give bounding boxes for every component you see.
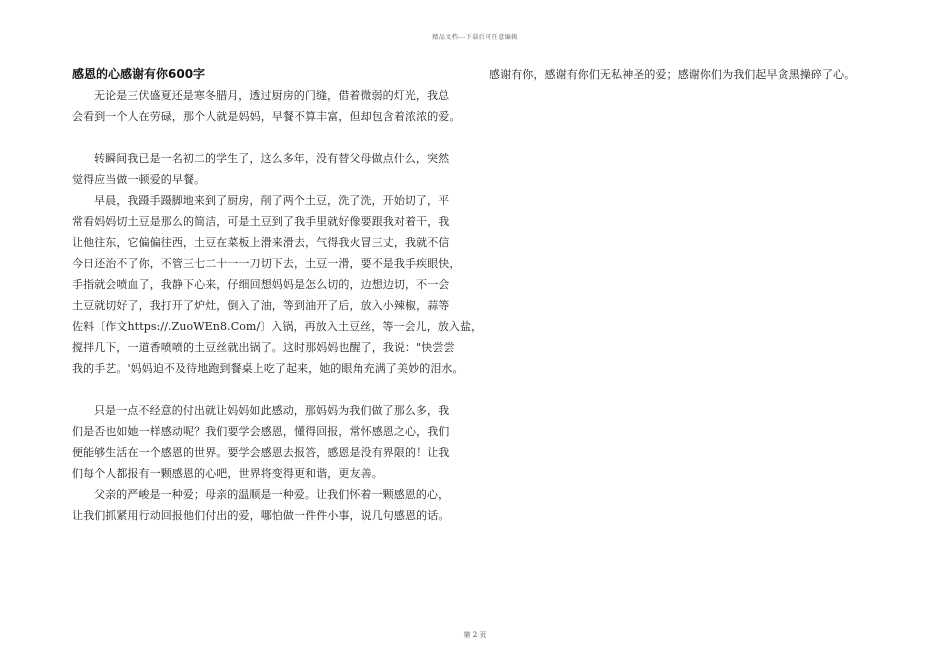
paragraph-line: 会看到一个人在劳碌，那个人就是妈妈，早餐不算丰富，但却包含着浓浓的爱。 xyxy=(72,110,461,123)
paragraph-line: 无论是三伏盛夏还是寒冬腊月，透过厨房的门缝，借着微弱的灯光，我总 xyxy=(94,89,450,102)
paragraph-line: 只是一点不经意的付出就让妈妈如此感动，那妈妈为我们做了那么多，我 xyxy=(94,404,450,417)
paragraph-line: 我的手艺。'妈妈迫不及待地跑到餐桌上吃了起来，她的眼角充满了美妙的泪水。 xyxy=(72,362,464,375)
page-number: 第 2 页 xyxy=(463,631,487,639)
left-column xyxy=(72,66,483,526)
paragraph-line: 便能够生活在一个感恩的世界。要学会感恩去报答，感恩是没有界限的！让我 xyxy=(72,446,450,459)
paragraph-line: 手指就会喷血了，我静下心来，仔细回想妈妈是怎么切的，边想边切，不一会 xyxy=(72,278,450,291)
paragraph-line: 觉得应当做一顿爱的早餐。 xyxy=(72,173,206,186)
paragraph-line: 父亲的严峻是一种爱；母亲的温顺是一种爱。让我们怀着一颗感恩的心， xyxy=(94,488,450,501)
article-title: 感恩的心感谢有你600字 xyxy=(72,67,206,81)
paragraph-line: 搅拌几下，一道香喷喷的土豆丝就出锅了。这时那妈妈也醒了，我说："快尝尝 xyxy=(72,341,455,354)
right-column xyxy=(489,66,879,83)
paragraph-line: 转瞬间我已是一名初二的学生了，这么多年，没有替父母做点什么，突然 xyxy=(94,152,450,165)
paragraph-line: 们是否也如她一样感动呢？我们要学会感恩，懂得回报，常怀感恩之心，我们 xyxy=(72,425,450,438)
paragraph-line: 感谢有你，感谢有你们无私神圣的爱；感谢你们为我们起早贪黑操碎了心。 xyxy=(489,68,856,81)
paragraph-line: 早晨，我蹑手蹑脚地来到了厨房，削了两个土豆，洗了洗，开始切了，平 xyxy=(94,194,450,207)
paragraph-line: 让我们抓紧用行动回报他们付出的爱，哪怕做一件件小事，说几句感恩的话。 xyxy=(72,509,450,522)
paragraph-line: 土豆就切好了，我打开了炉灶，倒入了油，等到油开了后，放入小辣椒，蒜等 xyxy=(72,299,450,312)
paragraph-line: 今日还治不了你，不管三七二十一一刀切下去，土豆一滑，要不是我手疾眼快， xyxy=(72,257,461,270)
paragraph-line: 常看妈妈切土豆是那么的简洁，可是土豆到了我手里就好像要跟我对着干，我 xyxy=(72,215,450,228)
paragraph-line: 佐料〔作文https://.ZuoWEn8.Com/〕入锅，再放入土豆丝，等一会儿，放入盐， xyxy=(72,320,483,333)
page-header: 精品文档---下载后可任意编辑 xyxy=(432,34,518,41)
paragraph-line: 让他往东，它偏偏往西，土豆在菜板上滑来滑去，气得我火冒三丈，我就不信 xyxy=(72,236,450,249)
paragraph-line: 们每个人都报有一颗感恩的心吧，世界将变得更和谐，更友善。 xyxy=(72,467,383,480)
